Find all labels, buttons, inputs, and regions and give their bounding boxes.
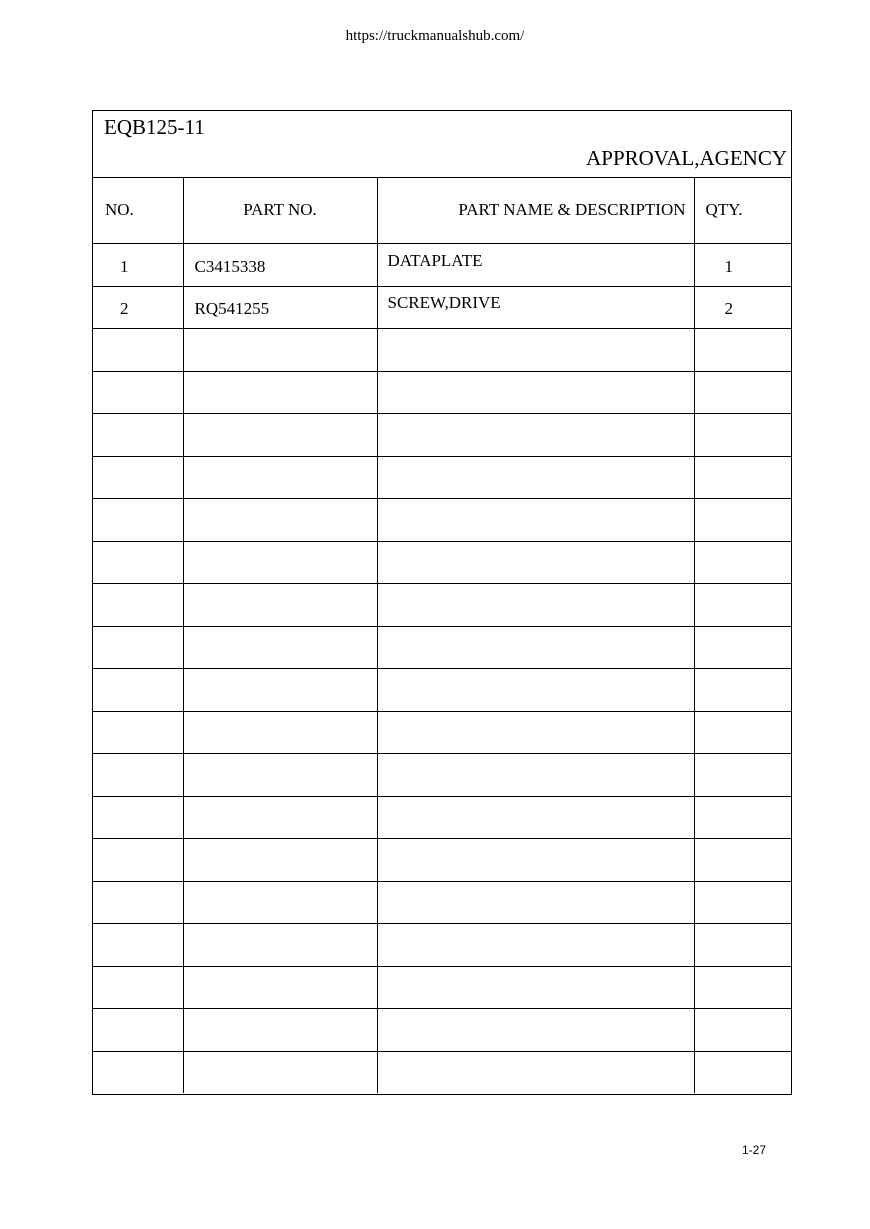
cell-part-no [183,796,377,839]
cell-qty [694,754,791,797]
cell-description [377,754,694,797]
cell-description [377,881,694,924]
cell-qty [694,924,791,967]
empty-table-row [93,839,791,882]
empty-table-row [93,711,791,754]
cell-no [93,414,183,457]
cell-no [93,541,183,584]
cell-description [377,1009,694,1052]
empty-table-row [93,329,791,372]
empty-table-row [93,371,791,414]
cell-part-no [183,669,377,712]
cell-qty [694,966,791,1009]
cell-qty [694,456,791,499]
column-header-qty: QTY. [694,178,791,244]
cell-description [377,1051,694,1093]
cell-part-no [183,541,377,584]
cell-qty [694,881,791,924]
empty-table-row [93,796,791,839]
empty-table-row [93,499,791,542]
cell-description: SCREW,DRIVE [377,286,694,329]
empty-table-row [93,754,791,797]
cell-part-no [183,839,377,882]
empty-table-row [93,541,791,584]
cell-qty [694,1051,791,1093]
cell-description [377,839,694,882]
empty-table-row [93,881,791,924]
site-url[interactable]: https://truckmanualshub.com/ [345,28,525,44]
cell-part-no: C3415338 [183,244,377,287]
cell-part-no [183,1051,377,1093]
cell-description [377,584,694,627]
cell-no [93,584,183,627]
empty-table-row [93,584,791,627]
cell-no [93,669,183,712]
cell-part-no [183,966,377,1009]
cell-description [377,329,694,372]
cell-qty [694,584,791,627]
cell-description [377,456,694,499]
cell-description [377,541,694,584]
cell-qty: 1 [694,244,791,287]
empty-table-row [93,626,791,669]
cell-no [93,329,183,372]
cell-part-no [183,754,377,797]
cell-no: 2 [93,286,183,329]
cell-qty [694,541,791,584]
cell-part-no [183,371,377,414]
cell-no [93,881,183,924]
empty-table-row [93,924,791,967]
cell-part-no [183,924,377,967]
cell-part-no [183,329,377,372]
cell-qty [694,626,791,669]
parts-sheet [92,110,792,1095]
empty-table-row [93,669,791,712]
parts-table [93,178,791,1093]
table-row [93,286,791,329]
cell-no [93,796,183,839]
column-header-description: PART NAME & DESCRIPTION [377,178,694,244]
column-header-part-no: PART NO. [183,178,377,244]
cell-description [377,711,694,754]
empty-table-row [93,1051,791,1093]
cell-qty [694,669,791,712]
cell-no [93,456,183,499]
cell-description [377,414,694,457]
cell-part-no [183,1009,377,1052]
cell-no [93,1009,183,1052]
cell-no [93,711,183,754]
cell-qty [694,1009,791,1052]
empty-table-row [93,456,791,499]
cell-description: DATAPLATE [377,244,694,287]
cell-qty [694,796,791,839]
cell-description [377,626,694,669]
cell-no [93,1051,183,1093]
model-code: EQB125-11 [104,115,205,139]
cell-no [93,499,183,542]
cell-description [377,796,694,839]
cell-no: 1 [93,244,183,287]
cell-qty [694,371,791,414]
cell-no [93,626,183,669]
cell-no [93,754,183,797]
cell-qty [694,414,791,457]
cell-description [377,966,694,1009]
cell-qty [694,839,791,882]
title-block [93,111,791,178]
cell-no [93,924,183,967]
cell-qty [694,329,791,372]
group-name: APPROVAL,AGENCY [586,146,787,170]
cell-description [377,924,694,967]
cell-part-no [183,499,377,542]
cell-qty [694,711,791,754]
column-header-no: NO. [93,178,183,244]
page-number: 1-27 [742,1143,767,1157]
cell-qty [694,499,791,542]
cell-no [93,966,183,1009]
cell-qty: 2 [694,286,791,329]
cell-no [93,839,183,882]
cell-part-no [183,881,377,924]
cell-part-no [183,414,377,457]
cell-description [377,499,694,542]
empty-table-row [93,966,791,1009]
cell-part-no [183,711,377,754]
cell-description [377,669,694,712]
cell-part-no [183,584,377,627]
cell-description [377,371,694,414]
cell-part-no: RQ541255 [183,286,377,329]
table-header-row [93,178,791,244]
cell-part-no [183,456,377,499]
empty-table-row [93,414,791,457]
cell-part-no [183,626,377,669]
empty-table-row [93,1009,791,1052]
table-row [93,244,791,287]
cell-no [93,371,183,414]
